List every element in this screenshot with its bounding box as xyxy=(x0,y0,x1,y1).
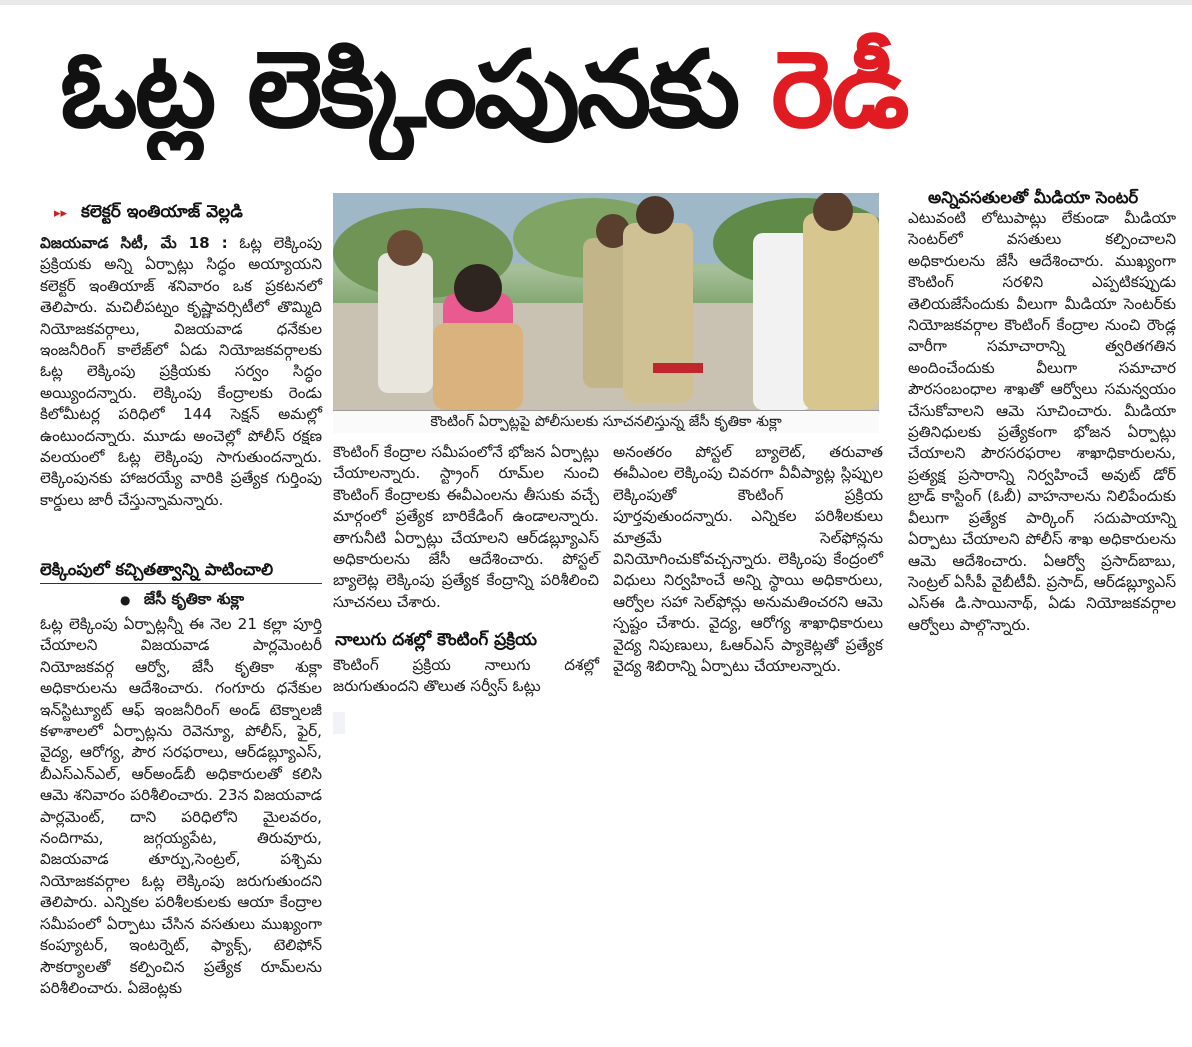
column-1-body xyxy=(40,614,322,999)
byline xyxy=(120,590,244,612)
column-1-lead xyxy=(40,233,322,511)
byline-text: జేసీ కృతికా శుక్లా xyxy=(143,590,245,608)
subhead-media-center: అన్నివసతులతో మీడియా సెంటర్ xyxy=(928,188,1139,207)
col4-paragraph: ఎటువంటి లోటుపాట్లు లేకుండా మీడియా సెంటర్‌లో వసతులు కల్పించాలని అధికారులను జేసీ ఆదేశించారు. ముఖ్యంగా కౌంటింగ్ సరళిని ఎప్పటికప్పుడు తెలియజేసేందుకు వీలుగా మీడియా సెంటర్‌కు నియోజకవర్గాల కౌంటింగ్ కేంద్రాల నుంచి రౌండ్ల వారీగా సమాచారాన్ని త్వరితగతిన అందించేందుకు వీలుగా సమాచార పౌరసంబంధాల శాఖతో ఆర్వోలు సమన్వయం చేసుకోవాలని ఆమె సూచించారు. మీడియా ప్రతినిధులకు ప్రత్యేకంగా భోజన ఏర్పాట్లు చేయాలని పౌరసరఫరాల శాఖాధికారులను, ప్రత్యక్ష ప్రసారాన్ని నిర్వహించే అవుట్ డోర్ బ్రాడ్ కాస్టింగ్ (ఓబీ) వాహనాలను నిలిపేందుకు వీలుగా ప్రత్యేక పార్కింగ్ సదుపాయాన్ని ఏర్పాటు చేయాలని పోలీస్ శాఖ అధికారులను ఆమె ఆదేశించారు. ఏఆర్వో ప్రసాద్‌బాబు, సెంట్రల్ ఏసీపీ వైబీటీవీ. ప్రసాద్, ఆర్‌డబ్ల్యూఎస్ ఎస్ఈ డి.సాయినాథ్, ఏడు నియోజకవర్గాల ఆర్వోలు పాల్గొన్నారు. xyxy=(908,209,1176,634)
column-2-continued xyxy=(333,655,599,698)
lead-text: ఓట్ల లెక్కింపు ప్రక్రియకు అన్ని ఏర్పాట్లు సిద్ధం అయ్యాయని కలెక్టర్ ఇంతియాజ్ శనివారం ఒక ప్రకటనలో తెలిపారు. మచిలీపట్నం కృష్ణావర్సిటీలో తొమ్మిది నియోజకవర్గాలు, విజయవాడ ధనేకుల ఇంజనీరింగ్ కాలేజ్‌లో ఏడు నియోజకవర్గాలకు ఓట్ల లెక్కింపు ప్రక్రియకు సర్వం సిద్ధం అయ్యిందన్నారు. లెక్కింపు కేంద్రాలకు రెండు కిలోమీటర్ల పరిధిలో 144 సెక్షన్ అమల్లో ఉంటుందన్నారు. మూడు అంచెల్లో పోలీస్ రక్షణ వలయంలో ఓట్ల లెక్కింపు సాగుతుందన్నారు. లెక్కింపునకు హాజరయ్యే వారికి ప్రత్యేక గుర్తింపు కార్డులు జారీ చేస్తున్నామన్నారు. xyxy=(40,234,323,509)
body-paragraph: ఓట్ల లెక్కింపు ఏర్పాట్లన్నీ ఈ నెల 21 కల్లా పూర్తి చేయాలని విజయవాడ పార్లమెంటరీ నియోజకవర్గ ఆర్వో, జేసీ కృతికా శుక్లా అధికారులను ఆదేశించారు. గంగూరు ధనేకుల ఇన్‌స్టిట్యూట్ ఆఫ్ ఇంజనీరింగ్ అండ్ టెక్నాలజీ కళాశాలలో ఏర్పాట్లను రెవెన్యూ, పోలీస్, ఫైర్, వైద్య, ఆరోగ్య, పౌర సరఫరాలు, ఆర్‌డబ్ల్యూఎస్, బీఎస్ఎన్ఎల్, ఆర్అండ్‌బీ అధికారులతో కలిసి ఆమె శనివారం పరిశీలించారు. 23న విజయవాడ పార్లమెంట్, దాని పరిధిలోని మైలవరం, నందిగామ, జగ్గయ్యపేట, తిరువూరు, విజయవాడ తూర్పు,సెంట్రల్, పశ్చిమ నియోజకవర్గాల ఓట్ల లెక్కింపు జరుగుతుందని తెలిపారు. ఎన్నికల పరిశీలకులకు ఆయా కేంద్రాల సమీపంలో ఏర్పాటు చేసిన వసతులు ముఖ్యంగా కంప్యూటర్, ఇంటర్నెట్, ఫ్యాక్స్, టెలిఫోన్ సౌకర్యాలతో కల్పించిన ప్రత్యేక రూమ్‌లను పరిశీలించారు. ఏజెంట్లకు xyxy=(40,615,322,997)
photo-illustration xyxy=(333,193,879,410)
subhead-accuracy: లెక్కింపులో కచ్చితత్వాన్ని పాటించాలి xyxy=(40,560,274,579)
bullet-icon: ● xyxy=(120,593,131,607)
subhead-four-stages: నాలుగు దశల్లో కౌంటింగ్ ప్రక్రియ xyxy=(335,630,537,650)
dateline: విజయవాడ సిటీ, మే 18 : xyxy=(40,234,228,252)
photo-caption: కౌంటింగ్ ఏర్పాట్లపై పోలీసులకు సూచనలిస్తున్న జేసీ కృతికా శుక్లా xyxy=(333,410,879,433)
col2-paragraph: కౌంటింగ్ కేంద్రాల సమీపంలోనే భోజన ఏర్పాట్లు చేయాలన్నారు. స్ట్రాంగ్ రూమ్‌ల నుంచి కౌంటింగ్ కేంద్రాలకు ఈవీఎంలను తీసుకు వచ్చే మార్గంలో ప్రత్యేక బారికేడింగ్ ఉండాలన్నారు. తాగునీటి ఏర్పాట్లు చేయాలని ఆర్‌డబ్ల్యూఎస్ అధికారులను జేసీ ఆదేశించారు. పోస్టల్ బ్యాలెట్ల లెక్కింపు ప్రత్యేక కేంద్రాన్ని పరిశీలించి సూచనలు చేశారు. xyxy=(333,443,599,611)
double-arrow-icon: ▸▸ xyxy=(54,206,68,221)
faint-mark xyxy=(333,712,345,734)
headline xyxy=(60,20,1140,160)
col3-paragraph: అనంతరం పోస్టల్ బ్యాలెట్, తరువాత ఈవీఎంల లెక్కింపు చివరగా వీవీప్యాట్ల స్లిప్పుల లెక్కింపుతో కౌంటింగ్ ప్రక్రియ పూర్తవుతుందన్నారు. ఎన్నికల పరిశీలకులు మాత్రమే సెల్‌ఫోన్లను వినియోగించుకోవచ్చన్నారు. లెక్కింపు కేంద్రంలో విధులు నిర్వహించే అన్ని స్థాయి అధికారులు, ఆర్వోల సహా సెల్‌ఫోన్లు అనుమతించరని ఆమె స్పష్టం చేశారు. వైద్య, ఆరోగ్య శాఖాధికారులు వైద్య నిపుణులు, ఓఆర్ఎస్ ప్యాకెట్లతో ప్రత్యేక వైద్య శిబిరాన్ని ఏర్పాటు చేయాలన్నారు. xyxy=(613,443,883,676)
headline-accent: రెడీ xyxy=(771,28,907,151)
headline-main: ఓట్ల లెక్కింపునకు xyxy=(60,28,738,151)
kicker-text: కలెక్టర్ ఇంతియాజ్ వెల్లడి xyxy=(80,202,243,222)
subhead-rule xyxy=(40,583,322,584)
col2-paragraph-2: కౌంటింగ్ ప్రక్రియ నాలుగు దశల్లో జరుగుతుందని తొలుత సర్వీస్ ఓట్లు xyxy=(333,656,599,696)
kicker xyxy=(54,202,243,226)
column-3 xyxy=(613,442,883,677)
page-top-border xyxy=(0,0,1192,5)
news-photo xyxy=(333,193,879,410)
lead-paragraph xyxy=(40,233,322,511)
column-4 xyxy=(908,208,1176,636)
column-2 xyxy=(333,442,599,613)
